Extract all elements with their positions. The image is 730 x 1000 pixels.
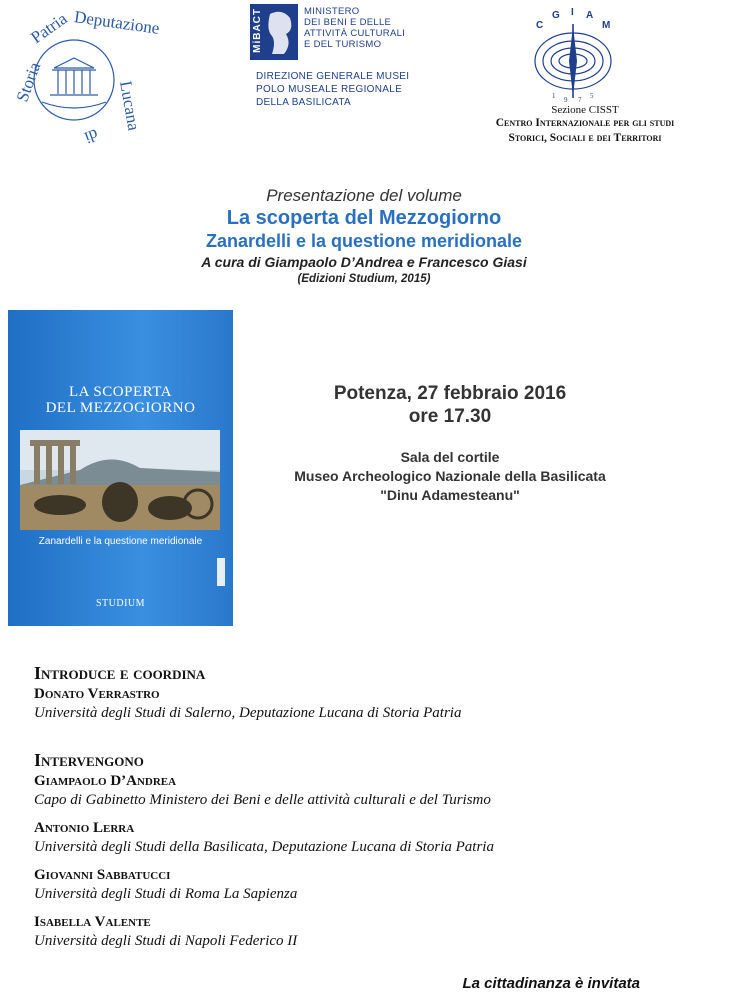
event-room: Sala del cortile	[400, 449, 500, 465]
svg-text:Deputazione: Deputazione	[73, 7, 161, 38]
cgiam-logo	[528, 6, 618, 106]
cgiam-letter: I	[571, 7, 574, 18]
cisst-section: Sezione CISST	[551, 104, 619, 116]
invitation-note: La cittadinanza è invitata	[462, 975, 640, 992]
presentation-label: Presentazione del volume	[266, 186, 462, 205]
svg-text:di: di	[81, 125, 101, 148]
title-block	[0, 186, 728, 286]
speaker-name: Giampaolo D’Andrea	[34, 773, 177, 789]
book-cover-image	[8, 310, 233, 626]
svg-text:9: 9	[564, 96, 568, 104]
event-museum-name: "Dinu Adamesteanu"	[380, 487, 520, 503]
speaker-affiliation: Università degli Studi di Napoli Federico II	[34, 933, 298, 949]
svg-text:Lucana: Lucana	[116, 79, 144, 132]
book-subtitle: Zanardelli e la questione meridionale	[205, 231, 523, 251]
deputazione-seal-logo	[8, 2, 161, 152]
event-date: Potenza, 27 febbraio 2016	[333, 383, 567, 404]
speaker-item	[34, 818, 694, 857]
event-museum: Museo Archeologico Nazionale della Basilicata	[294, 468, 606, 484]
program	[34, 662, 694, 951]
speaker-name: Donato Verrastro	[34, 686, 160, 702]
cgiam-section-text	[440, 104, 730, 146]
cover-spine-mark	[217, 558, 225, 586]
svg-text:7: 7	[578, 96, 582, 104]
book-editors: A cura di Giampaolo D’Andrea e Francesco Giasi	[201, 254, 527, 270]
speaker-name: Isabella Valente	[34, 914, 151, 930]
statue-icon	[250, 4, 298, 60]
mibact-logo	[250, 4, 430, 114]
cover-painting	[20, 430, 220, 530]
cgiam-letter: G	[552, 10, 560, 21]
cisst-name-line1: Centro Internazionale per gli studi	[495, 117, 675, 129]
speaker-name: Antonio Lerra	[34, 820, 135, 836]
cover-subtitle: Zanardelli e la questione meridionale	[38, 536, 203, 547]
speaker-name: Giovanni Sabbatucci	[34, 867, 171, 883]
mibact-direction-text: DIREZIONE GENERALE MUSEI POLO MUSEALE REGIONALE DELLA BASILICATA	[256, 71, 410, 108]
book-publisher: (Edizioni Studium, 2015)	[297, 273, 431, 285]
event-info	[240, 382, 660, 505]
cgiam-letter: M	[602, 20, 611, 31]
speakers-heading: Intervengono	[34, 750, 144, 770]
speaker-affiliation: Università degli Studi di Roma La Sapienza	[34, 886, 298, 902]
svg-text:1: 1	[552, 92, 556, 100]
cisst-name-line2: Storici, Sociali e dei Territori	[508, 132, 662, 144]
cgiam-letter: C	[536, 20, 544, 31]
mibact-mark-text: MiBACT	[252, 8, 263, 53]
svg-text:Patria: Patria	[27, 8, 71, 48]
svg-text:5: 5	[590, 92, 594, 100]
event-time: ore 17.30	[408, 406, 492, 427]
cover-publisher: STUDIUM	[95, 598, 146, 609]
cgiam-letter: A	[586, 10, 594, 21]
speaker-affiliation: Università degli Studi della Basilicata, Deputazione Lucana di Storia Patria	[34, 839, 494, 855]
mibact-ministry-text: MINISTERO DEI BENI E DELLE ATTIVITÀ CULTURALI E DEL TURISMO	[304, 6, 406, 50]
cover-title: LA SCOPERTA DEL MEZZOGIORNO	[45, 384, 196, 416]
svg-text:Storia: Storia	[12, 59, 45, 105]
book-title: La scoperta del Mezzogiorno	[226, 207, 502, 229]
speaker-item	[34, 912, 694, 951]
speaker-affiliation: Capo di Gabinetto Ministero dei Beni e delle attività culturali e del Turismo	[34, 792, 491, 808]
mibact-mark	[250, 4, 298, 60]
speaker-item	[34, 865, 694, 904]
intro-heading: Introduce e coordina	[34, 663, 206, 683]
speaker-item	[34, 771, 694, 810]
speaker-affiliation: Università degli Studi di Salerno, Deputazione Lucana di Storia Patria	[34, 705, 462, 721]
